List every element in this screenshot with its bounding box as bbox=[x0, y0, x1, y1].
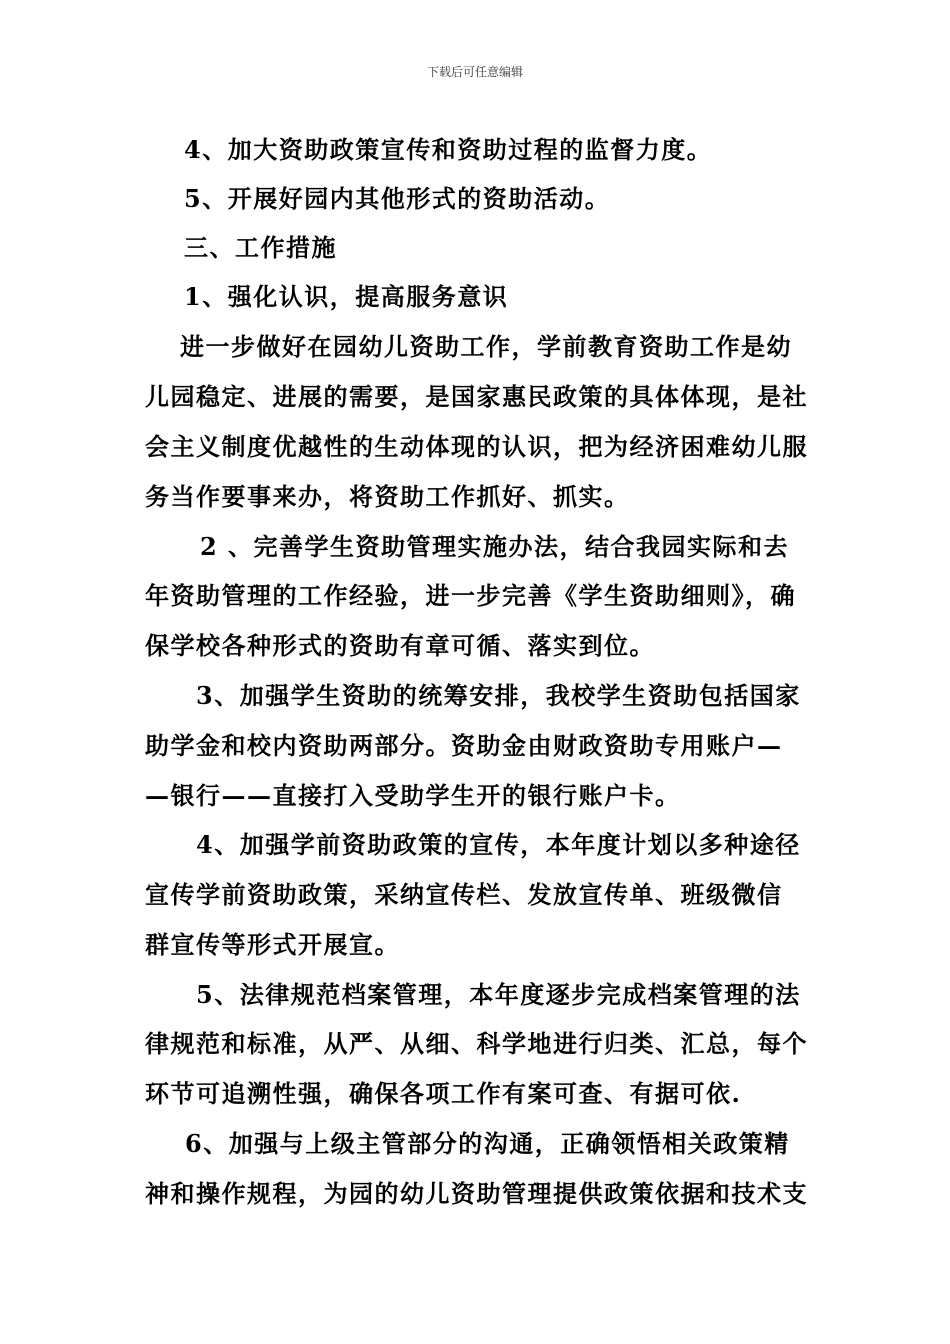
page-header: 下载后可任意编辑 bbox=[426, 65, 523, 79]
paragraph-1-line-3: 会主义制度优越性的生动体现的认识，把为经济困难幼儿服 bbox=[145, 432, 808, 461]
paragraph-1-line-1: 进一步做好在园幼儿资助工作，学前教育资助工作是幼 bbox=[180, 332, 792, 361]
paragraph-6-line-1: 6、加强与上级主管部分的沟通，正确领悟相关政策精 bbox=[185, 1129, 790, 1158]
paragraph-5-line-3: 环节可追溯性强，确保各项工作有案可查、有据可依. bbox=[145, 1079, 742, 1108]
paragraph-2-line-1: 2 、完善学生资助管理实施办法，结合我园实际和去 bbox=[200, 532, 790, 561]
paragraph-4-line-2: 宣传学前资助政策，采纳宣传栏、发放宣传单、班级微信 bbox=[145, 880, 783, 909]
paragraph-6-line-2: 神和操作规程，为园的幼儿资助管理提供政策依据和技术支 bbox=[145, 1179, 808, 1208]
paragraph-3-line-2: 助学金和校内资助两部分。资助金由财政资助专用账户— bbox=[145, 731, 783, 760]
paragraph-4-line-1: 4、加强学前资助政策的宣传，本年度计划以多种途径 bbox=[196, 830, 801, 859]
paragraph-5-line-1: 5、法律规范档案管理，本年度逐步完成档案管理的法 bbox=[196, 980, 801, 1009]
paragraph-3-line-1: 3、加强学生资助的统筹安排，我校学生资助包括国家 bbox=[196, 681, 801, 710]
paragraph-2-line-2: 年资助管理的工作经验，进一步完善《学生资助细则》，确 bbox=[145, 581, 796, 610]
paragraph-2-line-3: 保学校各种形式的资助有章可循、落实到位。 bbox=[145, 631, 655, 660]
paragraph-1-line-4: 务当作要事来办，将资助工作抓好、抓实。 bbox=[145, 482, 630, 511]
text-line-1: 4、加大资助政策宣传和资助过程的监督力度。 bbox=[184, 135, 713, 164]
text-line-2: 5、开展好园内其他形式的资助活动。 bbox=[184, 184, 611, 213]
paragraph-1-line-2: 儿园稳定、进展的需要，是国家惠民政策的具体体现，是社 bbox=[145, 382, 808, 411]
subheading-1: 1、强化认识，提高服务意识 bbox=[184, 282, 509, 311]
paragraph-3-line-3: —银行——直接打入受助学生开的银行账户卡。 bbox=[145, 781, 681, 810]
paragraph-5-line-2: 律规范和标准，从严、从细、科学地进行归类、汇总，每个 bbox=[145, 1029, 808, 1058]
section-heading: 三、工作措施 bbox=[184, 233, 337, 262]
paragraph-4-line-3: 群宣传等形式开展宣。 bbox=[145, 930, 400, 959]
